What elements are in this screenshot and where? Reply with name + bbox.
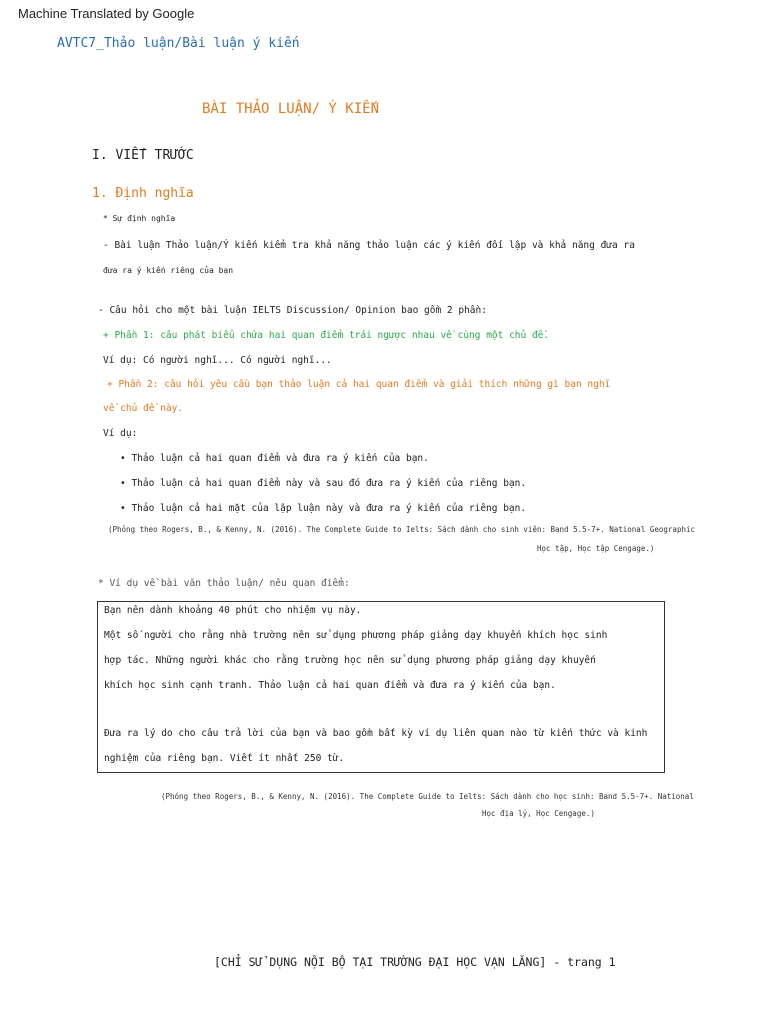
- citation-1-line-1: (Phỏng theo Rogers, B., & Kenny, N. (2016). The Complete Guide to Ielts: Sách dành cho sinh viên: Band 5.5-7+. National Geographic: [108, 525, 695, 534]
- translation-banner: Machine Translated by Google: [18, 6, 195, 21]
- part-1: + Phần 1: câu phát biểu chứa hai quan điểm trái ngược nhau về cùng một chủ đề.: [103, 330, 550, 341]
- subsection-heading: 1. Định nghĩa: [92, 186, 194, 201]
- citation-1-line-2: Học tập, Học tập Cengage.): [537, 544, 655, 553]
- document-header: AVTC7_Thảo luận/Bài luận ý kiến: [57, 36, 300, 51]
- section-heading: I. VIẾT TRƯỚC: [92, 148, 194, 163]
- bullet-item: • Thảo luận cả hai mặt của lập luận này và đưa ra ý kiến của riêng bạn.: [120, 503, 527, 514]
- definition-line-1: - Bài luận Thảo luận/Ý kiến kiểm tra khả năng thảo luận các ý kiến đối lập và khả năng đưa ra: [103, 240, 635, 251]
- citation-2-line-2: Học địa lý, Học Cengage.): [482, 809, 595, 818]
- essay-example-label: * Ví dụ về bài văn thảo luận/ nêu quan điểm:: [98, 578, 350, 589]
- document-title: BÀI THẢO LUẬN/ Ý KIẾN: [202, 101, 380, 117]
- definition-line-2: đưa ra ý kiến riêng của bạn: [103, 266, 234, 275]
- bullet-item: • Thảo luận cả hai quan điểm này và sau đó đưa ra ý kiến của riêng bạn.: [120, 478, 527, 489]
- part-2-line-1: + Phần 2: câu hỏi yêu cầu bạn thảo luận cả hai quan điểm và giải thích những gì bạn nghĩ: [107, 379, 611, 390]
- prompt-line: Một số người cho rằng nhà trường nên sử dụng phương pháp giảng dạy khuyến khích học sinh: [104, 630, 608, 641]
- prompt-line: hợp tác. Những người khác cho rằng trường học nên sử dụng phương pháp giảng dạy khuyến: [104, 655, 596, 666]
- prompt-line: Bạn nên dành khoảng 40 phút cho nhiệm vụ này.: [104, 605, 362, 616]
- prompt-line: nghiệm của riêng bạn. Viết ít nhất 250 từ.: [104, 753, 345, 764]
- page-footer: [CHỈ SỬ DỤNG NỘI BỘ TẠI TRƯỜNG ĐẠI HỌC VẠN LĂNG] - trang 1: [214, 955, 616, 969]
- citation-2-line-1: (Phóng theo Rogers, B., & Kenny, N. (2016). The Complete Guide to Ielts: Sách dành cho học sinh: Band 5.5-7+. National: [161, 792, 694, 801]
- definition-label: * Sự định nghĩa: [103, 214, 176, 223]
- example-label: Ví dụ:: [103, 428, 138, 439]
- bullet-item: • Thảo luận cả hai quan điểm và đưa ra ý kiến của bạn.: [120, 453, 429, 464]
- prompt-line: khích học sinh cạnh tranh. Thảo luận cả hai quan điểm và đưa ra ý kiến của bạn.: [104, 680, 556, 691]
- question-intro: - Câu hỏi cho một bài luận IELTS Discussion/ Opinion bao gồm 2 phần:: [98, 305, 487, 316]
- part-2-line-2: về chủ đề này.: [103, 403, 184, 414]
- example-1: Ví dụ: Có người nghĩ... Có người nghĩ...: [103, 355, 332, 366]
- prompt-line: Đưa ra lý do cho câu trả lời của bạn và bao gồm bất kỳ ví dụ liên quan nào từ kiến thức và kinh: [104, 728, 648, 739]
